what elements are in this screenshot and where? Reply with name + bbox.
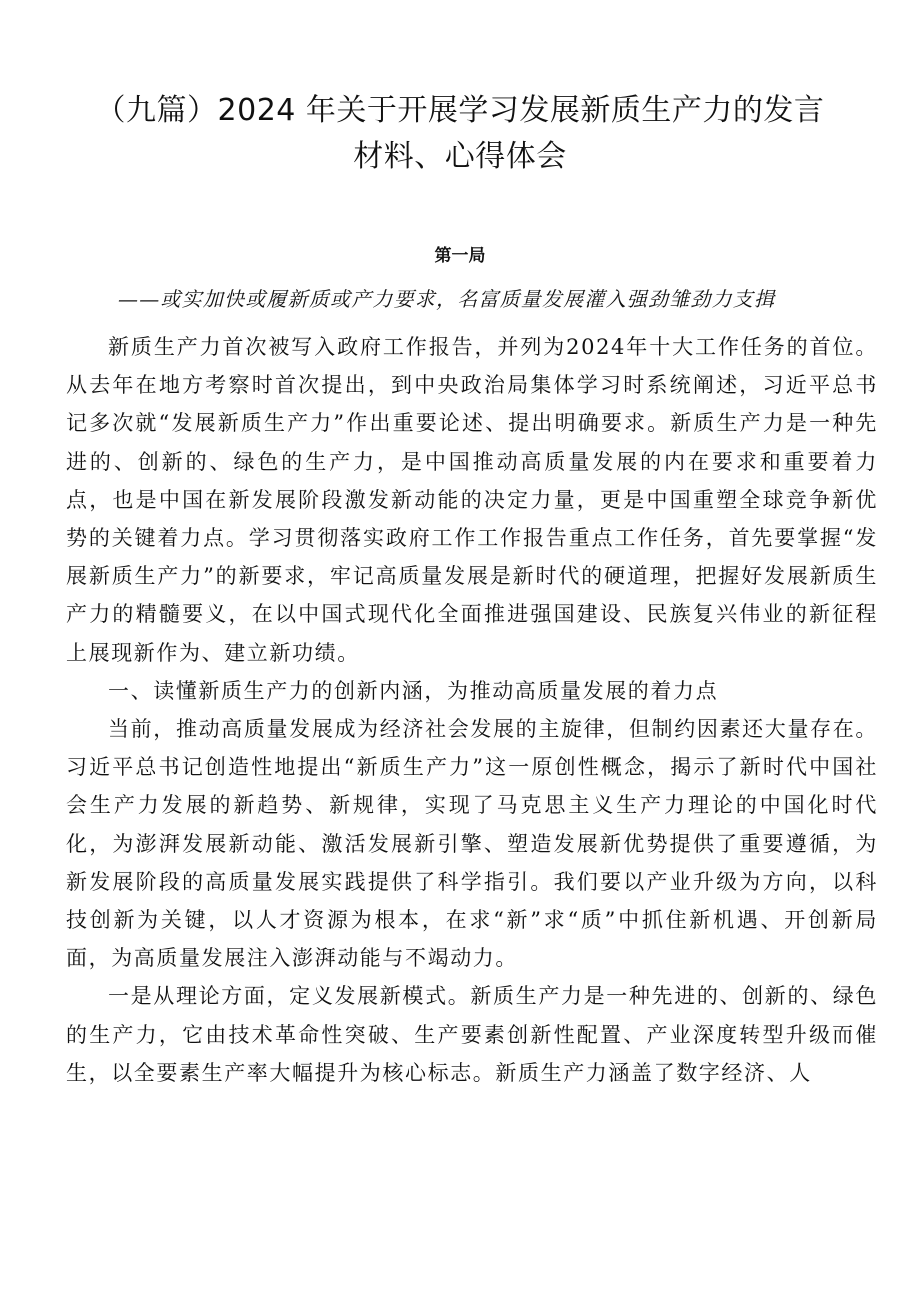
document-title-line-2: 材料、心得体会: [353, 139, 567, 174]
section-subtitle: ——或实加快或履新质或产力要求，名富质量发展灌入强劲雏劲力支揖: [118, 287, 776, 311]
body-paragraph: 一是从理论方面，定义发展新模式。新质生产力是一种先进的、创新的、绿色的生产力，它由技术革命性突破、生产要素创新性配置、产业深度转型升级而催生，以全要素生产率大幅提升为核心标志。新质生产力涵盖了数字经济、人: [66, 984, 878, 1085]
section-heading: 第一局: [434, 246, 486, 266]
body-subheading: 一、读懂新质生产力的创新内涵，为推动高质量发展的着力点: [108, 678, 719, 703]
body-paragraph: 当前，推动高质量发展成为经济社会发展的主旋律，但制约因素还大量存在。习近平总书记创造性地提出“新质生产力”这一原创性概念，揭示了新时代中国社会生产力发展的新趋势、新规律，实现了马克思主义生产力理论的中国化时代化，为澎湃发展新动能、激活发展新引擎、塑造发展新优势提供了重要遵循，为新发展阶段的高质量发展实践提供了科学指引。我们要以产业升级为方向，以科技创新为关键，以人才资源为根本，在求“新”求“质”中抓住新机遇、开创新局面，为高质量发展注入澎湃动能与不竭动力。: [66, 717, 878, 971]
body-paragraph: 新质生产力首次被写入政府工作报告，并列为2024年十大工作任务的首位。从去年在地方考察时首次提出，到中央政治局集体学习时系统阐述，习近平总书记多次就“发展新质生产力”作出重要论述、提出明确要求。新质生产力是一种先进的、创新的、绿色的生产力，是中国推动高质量发展的内在要求和重要着力点，也是中国在新发展阶段激发新动能的决定力量，更是中国重塑全球竞争新优势的关键着力点。学习贯彻落实政府工作工作报告重点工作任务，首先要掌握“发展新质生产力”的新要求，牢记高质量发展是新时代的硬道理，把握好发展新质生产力的精髓要义，在以中国式现代化全面推进强国建设、民族复兴伟业的新征程上展现新作为、建立新功绩。: [66, 335, 878, 665]
document-body: [66, 328, 878, 1092]
document-title-line-1: （九篇）2024 年关于开展学习发展新质生产力的发言: [95, 93, 825, 128]
document-title: [60, 88, 860, 180]
